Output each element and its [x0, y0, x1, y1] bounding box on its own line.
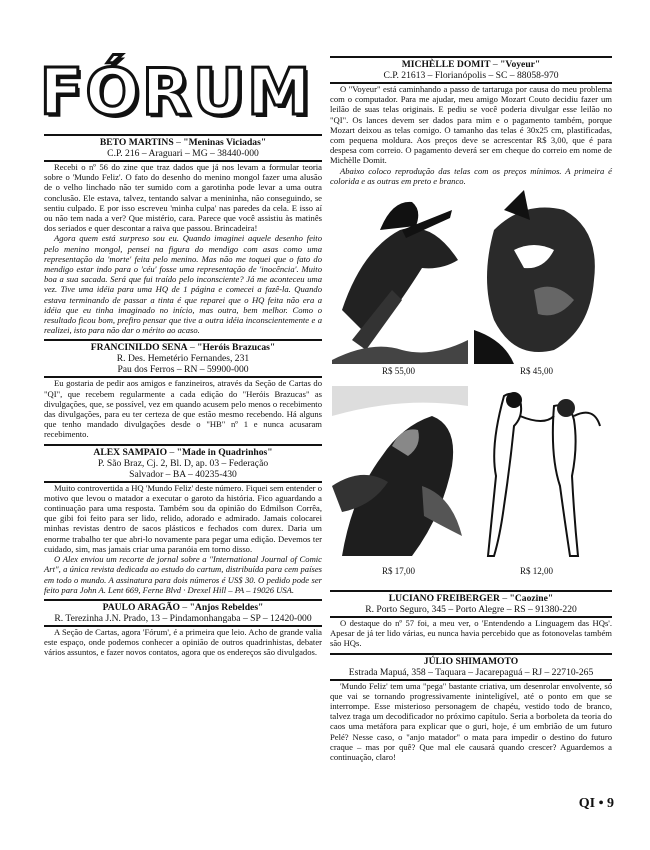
- letter-zine-title: "Heróis Brazucas": [197, 342, 276, 354]
- letter-body: [44, 483, 322, 595]
- artwork-hero-image: [332, 386, 468, 564]
- letter-header: PAULO ARAGÃO – "Anjos Rebeldes" R. Terezinha J.N. Prado, 13 – Pindamonhangaba – SP – 12420-000: [44, 599, 322, 627]
- price-label: R$ 55,00: [382, 366, 416, 377]
- letter-author: JÚLIO SHIMAMOTO: [423, 655, 519, 667]
- letter-author: BETO MARTINS: [99, 137, 174, 148]
- letter-zine-title: "Meninas Viciadas": [183, 137, 267, 148]
- letter-paragraph: Recebi o nº 56 do zine que traz dados que já nos levam a formular teoria sobre o 'Mundo Feliz'. O fato do desenho do menino mongol fazer uma alusão de o velho linchado não ter sumido com a garotinha pode levar a uma outra conclusão. Ele estava, talvez, tentando salvar a menininha, não conseguindo, se sentiu culpado. E por isso escreveu 'minha culpa' nas paredes da cela. E isso aí ou não tem nada a ver? Que mistério, cara. Parece que você assistiu às matinês dos seriados e quer descontar a raiva que passou. Brincadeira!: [44, 162, 322, 234]
- letter-address: R. Des. Hemetério Fernandes, 231: [116, 353, 250, 365]
- editor-reply: Abaixo coloco reprodução das telas com os preços mínimos. A primeira é colorida e as outras em preto e branco.: [330, 165, 612, 186]
- auction-artwork-grid: [330, 190, 612, 586]
- price-label: R$ 17,00: [382, 566, 416, 577]
- letter-author: FRANCINILDO SENA: [90, 342, 188, 354]
- right-column: [330, 56, 612, 766]
- letter-address: C.P. 21613 – Florianópolis – SC – 88058-970: [383, 70, 559, 81]
- editor-reply: Agora quem está surpreso sou eu. Quando imaginei aquele desenho feito pelo menino mongol, pensei na figura do mendigo com asas como uma representação da 'morte' feita pelo menino. Mas não me toquei que o fato do mendigo estar indo para o 'céu' fosse uma representação de 'inocência'. Muito boa a sua sacada. Será que fui traído pelo inconsciente? Já me aconteceu uma vez. Tive uma idéia para uma HQ de 1 página e comecei a fazê-la. Quando estava terminando de passar a tinta é que reparei que o HQ feita não era a idéia que eu tinha imaginado no início, mas outra, bem melhor. Como o resultado ficou bom, prefiro pensar que tive a outra idéia inconscientemente e a realizei, isto para não dar o mérito ao acaso.: [44, 233, 322, 336]
- page-footer: QI • 9: [578, 796, 614, 811]
- price-label: R$ 12,00: [520, 566, 554, 577]
- letter-author: LUCIANO FREIBERGER: [388, 593, 500, 605]
- letter-header: ALEX SAMPAIO – "Made in Quadrinhos" P. São Braz, Cj. 2, Bl. D, ap. 03 – Federação Salvador – BA – 40235-430: [44, 444, 322, 483]
- letter-paragraph: 'Mundo Feliz' tem uma "pega" bastante criativa, um desenrolar envolvente, só que vai se tornando progressivamente ininteligível, até o ponto em que se interrompe. Esse misterioso personagem de chapéu, vestido todo de branco, talvez traga um decodificador no próximo capítulo. Seria a borboleta da teoria do caos uma metáfora para explicar que o guri, hoje, é um embrião de um futuro Pelé? Nesse caso, o "anjo matador" o mata para impedir o destino do futuro craque – mas por quê? Que mal ele causará quando crescer? Aguardemos a continuação, claro!: [330, 680, 612, 763]
- letter-paragraph: A Seção de Cartas, agora 'Fórum', é a primeira que leio. Acho de grande valia este espaço, onde podemos conhecer a opinião de outros quadrinhistas, debater vários assuntos, e fazer novos contatos, agora que os endereços são divulgados.: [44, 626, 322, 658]
- letter-francinildo-sena: [44, 339, 322, 439]
- letter-body: [330, 84, 612, 186]
- letter-zine-title: "Caozine": [509, 593, 554, 605]
- letter-paulo-aragao: [44, 599, 322, 658]
- letter-address: Estrada Mapuá, 358 – Taquara – Jacarepaguá – RJ – 22710-265: [348, 666, 594, 678]
- letter-header: BETO MARTINS – "Meninas Viciadas" C.P. 216 – Araguari – MG – 38440-000: [44, 134, 322, 162]
- letter-address: C.P. 216 – Araguari – MG – 38440-000: [107, 148, 259, 159]
- letter-alex-sampaio: [44, 444, 322, 595]
- price-label: R$ 45,00: [520, 366, 554, 377]
- letter-paragraph: Eu gostaria de pedir aos amigos e fanzineiros, através da Seção de Cartas do "QI", que recebem regularmente a cada edição do "Heróis Brazucas" as divulgações, que, se possível, vez em quando acusem pelo menos o recebimento das divulgações, para eu ter certeza de que estão mesmo recebendo. Há alguns que tenho mandado divulgações desde o "HB" nº 1 e nunca acusaram recebimento.: [44, 378, 322, 440]
- letter-paragraph: O "Voyeur" está caminhando a passo de tartaruga por causa do meu problema com o computador. Para me ajudar, meu amigo Mozart Couto decidiu fazer um leilão de suas telas originais. E pediu se você poderia divulgar esse leilão no "QI". Os lances devem ser dados para mim e o pagamento também, porque Mozart deixou as telas comigo. O tamanho das telas é 30x25 cm, plastificadas, com pequena moldura. Aos preços deve se acrescentar R$ 3,00, que é para despesa com correio. O pagamento deverá ser em cheque do correio em nome de Michèlle Domit.: [330, 84, 612, 166]
- letter-address: R. Terezinha J.N. Prado, 13 – Pindamonhangaba – SP – 12420-000: [54, 612, 312, 624]
- letter-beto-martins: [44, 134, 322, 335]
- letter-author: ALEX SAMPAIO: [93, 446, 168, 458]
- letter-body: [44, 627, 322, 658]
- letter-zine-title: "Made in Quadrinhos": [176, 446, 273, 458]
- letter-header: FRANCINILDO SENA – "Heróis Brazucas" R. Des. Hemetério Fernandes, 231 Pau dos Ferros – RN – 59900-000: [44, 339, 322, 378]
- letter-author: MICHÈLLE DOMIT: [401, 59, 491, 70]
- letter-zine-title: "Voyeur": [500, 59, 541, 70]
- letter-luciano-freiberger: [330, 590, 612, 649]
- letter-address: Salvador – BA – 40235-430: [129, 468, 237, 480]
- letter-header: MICHÈLLE DOMIT – "Voyeur" C.P. 21613 – Florianópolis – SC – 88058-970: [330, 56, 612, 84]
- letter-paragraph: Muito controvertida a HQ 'Mundo Feliz' deste número. Fiquei sem entender o motivo que levou o matador a executar o garoto da história. Fico aguardando a continuação para uma resposta. Também sou da opinião do Edmilson Corrêa, que gibi foi feito para ser lido, relido, adorado e admirado. Jamais colocarei minhas revistas dentro de sacos plásticos e fechados com durex. Daria um enorme trabalho ter que abri-lo novamente para pegar uma edição. Devemos ter cuidado, sim, mas jamais criar uma paranóia em torno disso.: [44, 482, 322, 554]
- letter-address: R. Porto Seguro, 345 – Porto Alegre – RS – 91380-220: [365, 604, 577, 616]
- letter-author: PAULO ARAGÃO: [102, 601, 180, 613]
- artwork-figures-image: [474, 386, 610, 564]
- letter-address: P. São Braz, Cj. 2, Bl. D, ap. 03 – Federação: [97, 457, 269, 469]
- artwork-warrior-image: [332, 190, 468, 364]
- artwork-creature-image: [474, 190, 610, 364]
- left-column: [44, 134, 322, 662]
- letter-address: Pau dos Ferros – RN – 59900-000: [117, 364, 249, 376]
- letter-zine-title: "Anjos Rebeldes": [189, 601, 264, 613]
- forum-logo: FÓRUM: [39, 56, 313, 130]
- letter-body: [44, 162, 322, 335]
- letter-body: [330, 618, 612, 649]
- letter-paragraph: O destaque do nº 57 foi, a meu ver, o 'Entendendo a Linguagem das HQs'. Apesar de já ter lido várias, eu nunca havia percebido que as fotonovelas também são HQs.: [330, 618, 612, 649]
- letter-header: LUCIANO FREIBERGER – "Caozine" R. Porto Seguro, 345 – Porto Alegre – RS – 91380-220: [330, 590, 612, 618]
- letter-body: [330, 681, 612, 763]
- letter-michelle-domit: [330, 56, 612, 186]
- editor-reply: O Alex enviou um recorte de jornal sobre a "International Journal of Comic Art", a única revista dedicada ao estudo do cartum, distribuída para cem países em todo o mundo. A assinatura para dois números é US$ 30. O pedido pode ser feito para John A. Lent 669, Ferne Blvd · Drexel Hill – PA – 19026 USA.: [44, 554, 322, 595]
- letter-julio-shimamoto: [330, 653, 612, 763]
- letter-header: [330, 653, 612, 681]
- letter-body: [44, 378, 322, 439]
